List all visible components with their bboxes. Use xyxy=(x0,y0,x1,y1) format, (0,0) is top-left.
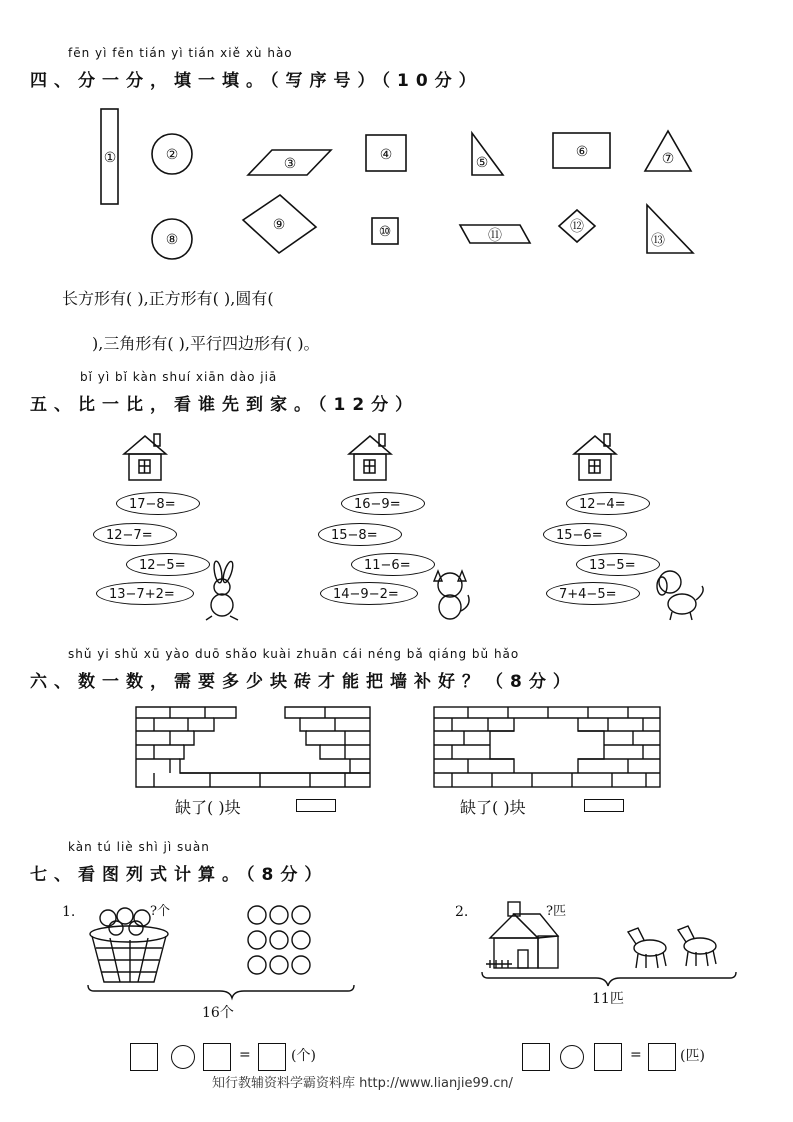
section4-heading: 四、分一分，填一填。（写序号）（10分） xyxy=(30,71,483,91)
answer-box[interactable] xyxy=(594,1043,622,1071)
equation-oval: 15−8= xyxy=(318,523,402,546)
shapes-figure xyxy=(0,95,793,275)
shape-label-6: ⑥ xyxy=(575,144,589,160)
shape-label-2: ② xyxy=(165,147,179,163)
rabbit-icon xyxy=(196,560,250,626)
house-icon xyxy=(120,432,170,488)
equation-oval: 12−4= xyxy=(566,492,650,515)
equation-oval: 12−5= xyxy=(126,553,210,576)
equals-sign: = xyxy=(239,1047,251,1063)
section4-answer-line2: ),三角形有( ),平行四边形有( )。 xyxy=(92,334,320,353)
section6-pinyin: shǔ yi shǔ xū yào duō shǎo kuài zhuān cái néng bǎ qiáng bǔ hǎo xyxy=(68,647,520,661)
house-icon xyxy=(345,432,395,488)
problem1-number: 1. xyxy=(62,904,76,920)
footer-watermark: 知行教辅资料学霸资料库 http://www.lianjie99.cn/ xyxy=(212,1076,513,1091)
equation-oval: 11−6= xyxy=(351,553,435,576)
section4-answer-line1: 长方形有( ),正方形有( ),圆有( xyxy=(62,289,274,308)
equation-oval: 12−7= xyxy=(93,523,177,546)
answer-box[interactable] xyxy=(130,1043,158,1071)
brick-caption-right: 缺了( )块 xyxy=(460,798,526,817)
operator-circle[interactable] xyxy=(560,1045,584,1069)
section5-pinyin: bǐ yì bǐ kàn shuí xiān dào jiā xyxy=(80,370,278,384)
shape-label-9: ⑨ xyxy=(272,217,286,233)
house-icon xyxy=(570,432,620,488)
shape-label-3: ③ xyxy=(283,156,297,172)
problem2-total: 11匹 xyxy=(592,991,624,1007)
shape-label-1: ① xyxy=(103,150,117,166)
brick-caption-left: 缺了( )块 xyxy=(175,798,241,817)
section7-heading: 七、看图列式计算。（8分） xyxy=(30,865,329,885)
answer-box[interactable] xyxy=(522,1043,550,1071)
equation-oval: 14−9−2= xyxy=(320,582,418,605)
problem2-question: ?匹 xyxy=(546,904,566,919)
answer-box[interactable] xyxy=(203,1043,231,1071)
brick-icon xyxy=(584,799,624,812)
equation-oval: 7+4−5= xyxy=(546,582,640,605)
section6-heading: 六、数一数，需要多少块砖才能把墙补好？（8分） xyxy=(30,672,577,692)
section7-pinyin: kàn tú liè shì jì suàn xyxy=(68,840,210,854)
shape-label-12: ⑫ xyxy=(570,219,584,235)
dog-icon xyxy=(652,566,710,626)
shape-label-5: ⑤ xyxy=(475,155,489,171)
section4-pinyin: fēn yì fēn tián yì tián xiě xù hào xyxy=(68,46,293,60)
equation-oval: 15−6= xyxy=(543,523,627,546)
problem2-number: 2. xyxy=(455,904,469,920)
problem1-unit: (个) xyxy=(291,1048,316,1064)
shape-label-8: ⑧ xyxy=(165,232,179,248)
shape-label-13: ⑬ xyxy=(651,233,665,249)
brick-icon xyxy=(296,799,336,812)
cat-icon xyxy=(428,565,476,627)
problem1-question: ?个 xyxy=(150,904,170,919)
answer-box[interactable] xyxy=(648,1043,676,1071)
equation-oval: 13−7+2= xyxy=(96,582,194,605)
answer-box[interactable] xyxy=(258,1043,286,1071)
section5-heading: 五、比一比，看谁先到家。（12分） xyxy=(30,395,420,415)
shape-label-11: ⑪ xyxy=(488,228,502,244)
problem1-total: 16个 xyxy=(202,1005,234,1021)
problem2-unit: (匹) xyxy=(680,1048,705,1064)
operator-circle[interactable] xyxy=(171,1045,195,1069)
equals-sign: = xyxy=(630,1047,642,1063)
shape-label-7: ⑦ xyxy=(661,151,675,167)
shape-label-4: ④ xyxy=(379,147,393,163)
brick-wall-left xyxy=(130,705,380,791)
equation-oval: 17−8= xyxy=(116,492,200,515)
brick-wall-right xyxy=(428,705,668,791)
house-horses-figure xyxy=(478,898,748,998)
equation-oval: 13−5= xyxy=(576,553,660,576)
shape-label-10: ⑩ xyxy=(378,224,392,240)
equation-oval: 16−9= xyxy=(341,492,425,515)
peach-basket-figure xyxy=(80,898,400,1008)
